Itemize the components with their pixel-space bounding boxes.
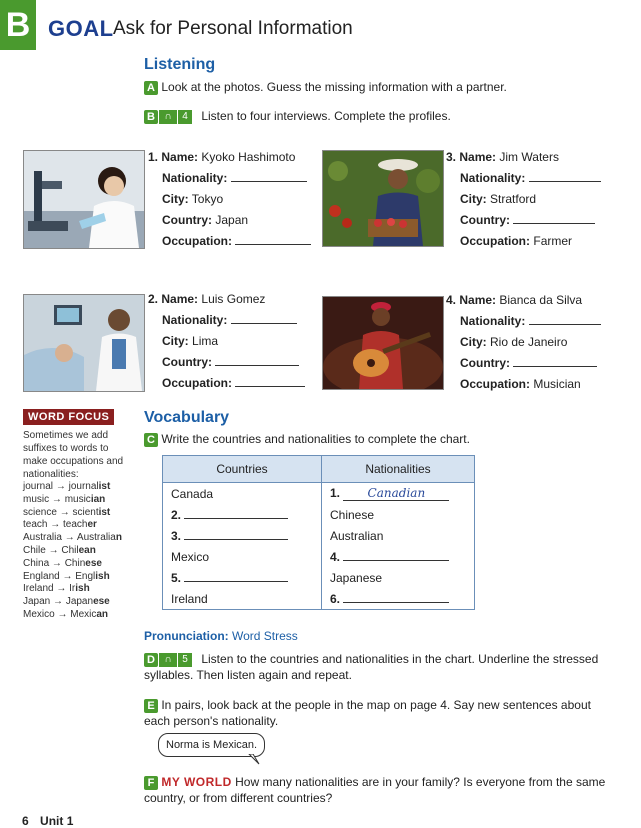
word-suffix: ish (95, 570, 110, 582)
name-value: Bianca da Silva (499, 293, 583, 307)
column-header-nationalities: Nationalities (322, 456, 475, 483)
pronunciation-topic: Word Stress (232, 629, 298, 643)
city-value: Stratford (490, 192, 537, 206)
city-label: City: (460, 192, 487, 206)
nationality-label: Nationality: (162, 313, 228, 327)
instruction-e (144, 697, 614, 729)
word-base: Mexico (23, 608, 58, 620)
word-focus-item (23, 571, 135, 584)
instruction-a-text: Look at the photos. Guess the missing information with a partner. (161, 80, 507, 94)
occupation-value: Musician (533, 377, 581, 391)
city-value: Rio de Janeiro (490, 335, 568, 349)
goal-title: Ask for Personal Information (113, 18, 353, 39)
word-stem: Engl (75, 570, 96, 582)
word-focus-item (23, 583, 135, 596)
nationality-blank[interactable] (231, 312, 297, 324)
country-cell: Ireland (163, 588, 322, 610)
country-cell: Mexico (163, 546, 322, 567)
occupation-label: Occupation: (162, 234, 233, 248)
arrow-icon: → (51, 557, 65, 569)
goal-label: GOAL (48, 16, 114, 41)
occupation-label: Occupation: (460, 234, 531, 248)
word-stem: Australia (76, 532, 116, 544)
item-number: 1. (330, 486, 341, 500)
arrow-icon: → (56, 583, 70, 595)
name-value: Kyoko Hashimoto (201, 150, 296, 164)
word-focus-tag: WORD FOCUS (23, 409, 114, 425)
pronunciation-label: Pronunciation: (144, 629, 229, 643)
instruction-c (144, 432, 470, 447)
word-suffix: ese (93, 596, 110, 608)
word-base: China (23, 557, 52, 569)
nationality-blank[interactable] (343, 549, 449, 561)
arrow-icon: → (50, 519, 64, 531)
word-stem: teach (63, 519, 88, 531)
item-number: 4. (330, 550, 341, 564)
word-base: Japan (23, 596, 54, 608)
chart-row (163, 504, 475, 525)
instruction-a (144, 80, 507, 95)
arrow-icon: → (64, 532, 77, 544)
word-base: England (23, 570, 63, 582)
track-number: 4 (178, 110, 192, 124)
column-header-countries: Countries (163, 456, 322, 483)
nationality-label: Nationality: (460, 314, 526, 328)
name-label: Name: (161, 292, 199, 306)
word-stem: Ir (69, 583, 76, 595)
word-focus-item (23, 494, 135, 507)
instruction-f-text: How many nationalities are in your family? Is everyone from the same country, or from different countries? (144, 775, 606, 805)
country-cell (163, 504, 322, 525)
name-label: Name: (459, 293, 497, 307)
unit-label: Unit 1 (40, 814, 74, 828)
word-suffix: ish (75, 583, 90, 595)
word-suffix: ese (85, 557, 102, 569)
word-focus-item (23, 481, 135, 494)
instruction-d (144, 651, 614, 683)
profile-1 (148, 147, 311, 252)
nationality-cell (322, 546, 475, 567)
nationality-cell: Japanese (322, 567, 475, 588)
country-cell (163, 525, 322, 546)
city-label: City: (162, 334, 189, 348)
word-suffix: er (87, 519, 97, 531)
country-blank[interactable] (215, 354, 299, 366)
arrow-icon: → (59, 506, 73, 518)
nationality-blank[interactable] (529, 313, 601, 325)
word-base: Chile (23, 544, 49, 556)
word-suffix: an (96, 608, 109, 620)
word-stem: music (64, 493, 91, 505)
city-label: City: (162, 192, 189, 206)
word-base: Ireland (23, 583, 57, 595)
arrow-icon: → (57, 608, 71, 620)
chart-row (163, 525, 475, 546)
name-value: Luis Gomez (201, 292, 266, 306)
profile-number: 4. (446, 293, 457, 307)
item-number: 6. (330, 592, 341, 606)
speech-bubble-tail-icon (247, 754, 261, 766)
word-base: music (23, 493, 52, 505)
nationality-cell: Chinese (322, 504, 475, 525)
profile-number: 2. (148, 292, 159, 306)
arrow-icon: → (62, 570, 76, 582)
word-suffix: n (115, 532, 122, 544)
chart-row (163, 567, 475, 588)
word-focus-item (23, 507, 135, 520)
audio-track-icon (159, 110, 192, 124)
photo-bianca-musician (322, 296, 444, 390)
nationality-cell (322, 483, 475, 505)
word-stem: Chin (64, 557, 86, 569)
chart-row (163, 546, 475, 567)
instruction-b (144, 109, 451, 124)
nationality-answer[interactable]: Canadian (343, 486, 449, 501)
word-stem: journal (68, 481, 99, 492)
profile-3 (446, 147, 601, 252)
nationality-blank[interactable] (529, 170, 601, 182)
word-stem: Mexic (70, 608, 97, 620)
city-value: Tokyo (191, 192, 224, 206)
chart-row (163, 483, 475, 505)
word-base: teach (23, 519, 51, 531)
letter-a-icon: A (144, 81, 158, 95)
instruction-b-text: Listen to four interviews. Complete the profiles. (201, 109, 451, 123)
nationality-cell (322, 588, 475, 610)
letter-b-icon: B (144, 110, 158, 124)
word-focus-item (23, 558, 135, 571)
headphones-icon: ∩ (159, 653, 177, 667)
pronunciation-heading (144, 629, 298, 643)
word-focus-item (23, 519, 135, 532)
arrow-icon: → (48, 544, 62, 556)
arrow-icon: → (51, 493, 65, 505)
letter-c-icon: C (144, 433, 158, 447)
occupation-value: Farmer (533, 234, 573, 248)
page-footer (22, 814, 73, 828)
country-label: Country: (162, 213, 212, 227)
nationality-blank[interactable] (231, 170, 307, 182)
profile-2 (148, 289, 305, 394)
headphones-icon: ∩ (159, 110, 177, 124)
instruction-e-text: In pairs, look back at the people in the map on page 4. Say new sentences about each person's nationality. (144, 698, 591, 728)
word-focus-item (23, 545, 135, 558)
listening-heading: Listening (144, 56, 216, 73)
country-blank[interactable] (513, 355, 597, 367)
word-stem: Japan (65, 596, 94, 608)
arrow-icon: → (55, 481, 69, 492)
letter-f-icon: F (144, 776, 158, 790)
city-label: City: (460, 335, 487, 349)
country-value: Japan (215, 213, 249, 227)
section-badge: B (0, 0, 36, 50)
vocabulary-chart (162, 455, 475, 610)
photo-luis-doctor (23, 294, 145, 392)
letter-d-icon: D (144, 653, 158, 667)
track-number: 5 (178, 653, 192, 667)
my-world-label: MY WORLD (161, 775, 232, 789)
city-value: Lima (192, 334, 219, 348)
instruction-c-text: Write the countries and nationalities to complete the chart. (161, 432, 470, 446)
country-label: Country: (460, 356, 510, 370)
word-base: journal (23, 481, 56, 492)
nationality-blank[interactable] (343, 591, 449, 603)
profile-4 (446, 290, 601, 395)
audio-track-icon (159, 653, 192, 667)
word-base: science (23, 506, 60, 518)
name-label: Name: (459, 150, 497, 164)
occupation-blank[interactable] (235, 233, 311, 245)
word-suffix: ist (98, 506, 111, 518)
letter-e-icon: E (144, 699, 158, 713)
word-suffix: ist (98, 481, 111, 492)
word-suffix: ean (78, 544, 96, 556)
occupation-blank[interactable] (235, 375, 305, 387)
word-base: Australia (23, 532, 65, 544)
word-focus-intro: Sometimes we add suffixes to words to make occupations and nationalities: (23, 430, 124, 480)
name-value: Jim Waters (499, 150, 559, 164)
name-label: Name: (161, 150, 199, 164)
profile-number: 1. (148, 150, 159, 164)
item-number: 5. (171, 571, 182, 585)
country-blank[interactable] (513, 212, 595, 224)
nationality-label: Nationality: (460, 171, 526, 185)
word-focus-item (23, 596, 135, 609)
item-number: 3. (171, 529, 182, 543)
nationality-cell: Australian (322, 525, 475, 546)
vocabulary-heading: Vocabulary (144, 409, 230, 426)
occupation-label: Occupation: (162, 376, 233, 390)
word-focus-item (23, 532, 135, 545)
profile-number: 3. (446, 150, 457, 164)
photo-jim-farmer (322, 150, 444, 247)
arrow-icon: → (53, 596, 66, 608)
word-focus-list (23, 481, 135, 622)
country-blank[interactable] (184, 507, 288, 519)
word-focus-item (23, 609, 135, 622)
country-label: Country: (460, 213, 510, 227)
instruction-f (144, 774, 614, 806)
word-stem: Chil (61, 544, 79, 556)
page-number: 6 (22, 814, 29, 828)
country-blank[interactable] (184, 570, 288, 582)
speech-bubble: Norma is Mexican. (158, 733, 265, 757)
country-cell: Canada (163, 483, 322, 505)
country-label: Country: (162, 355, 212, 369)
photo-kyoko-lab (23, 150, 145, 249)
item-number: 2. (171, 508, 182, 522)
country-blank[interactable] (184, 528, 288, 540)
occupation-label: Occupation: (460, 377, 531, 391)
country-cell (163, 567, 322, 588)
word-stem: scient (72, 506, 99, 518)
word-suffix: ian (90, 493, 106, 505)
nationality-label: Nationality: (162, 171, 228, 185)
chart-row (163, 588, 475, 610)
instruction-d-text: Listen to the countries and nationalities in the chart. Underline the stressed syllables. Then listen again and repeat. (144, 652, 599, 682)
